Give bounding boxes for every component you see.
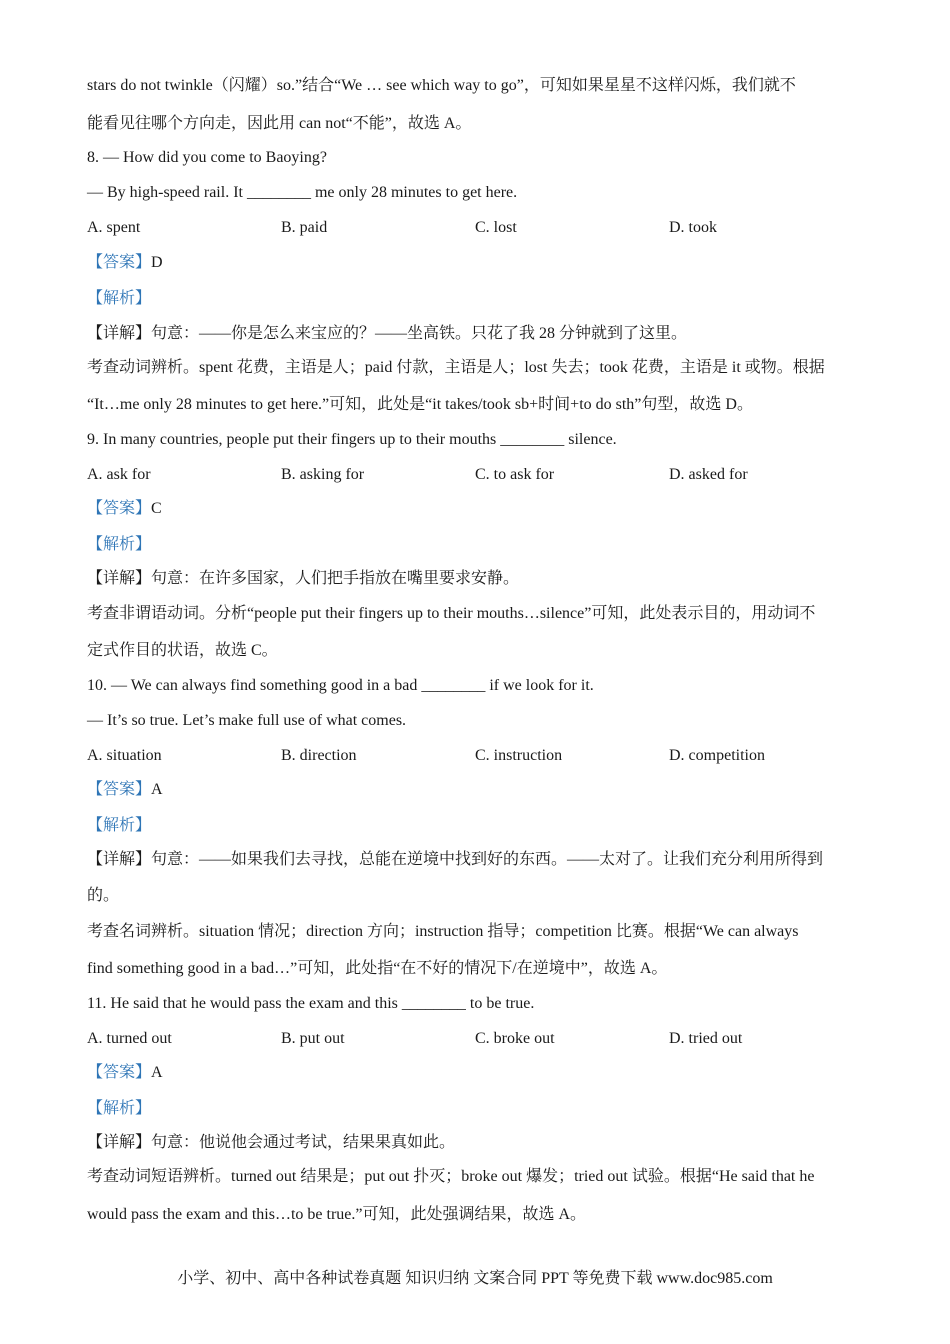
option-a: A. ask for xyxy=(87,466,151,483)
analysis-tag: 【解析】 xyxy=(87,290,152,307)
option-a: A. spent xyxy=(87,219,141,236)
question-11-explanation-2: would pass the exam and this…to be true.”可知，此处强调结果，故选 A。 xyxy=(87,1206,587,1223)
question-8-detail xyxy=(87,324,867,344)
detail-text: 句意：他说他会通过考试，结果果真如此。 xyxy=(151,1134,456,1151)
question-10-explanation-1: 考查名词辨析。situation 情况；direction 方向；instruction 指导；competition 比赛。根据“We can always xyxy=(87,923,799,940)
option-c: C. broke out xyxy=(475,1030,555,1047)
answer-value: D xyxy=(151,254,163,271)
option-b: B. put out xyxy=(281,1030,345,1047)
question-11-explanation-1: 考查动词短语辨析。turned out 结果是；put out 扑灭；broke out 爆发；tried out 试验。根据“He said that he xyxy=(87,1168,815,1185)
option-b: B. direction xyxy=(281,747,357,764)
analysis-tag: 【解析】 xyxy=(87,536,152,553)
question-9-analysis xyxy=(87,535,867,555)
question-11-stem: 11. He said that he would pass the exam and this ________ to be true. xyxy=(87,995,535,1012)
option-d: D. asked for xyxy=(669,466,748,483)
question-8-options xyxy=(87,218,867,238)
question-8-reply: — By high-speed rail. It ________ me only 28 minutes to get here. xyxy=(87,184,518,201)
answer-tag: 【答案】 xyxy=(87,254,152,271)
page-footer: 小学、初中、高中各种试卷真题 知识归纳 文案合同 PPT 等免费下载 www.doc985.com xyxy=(177,1270,773,1287)
option-b: B. paid xyxy=(281,219,328,236)
option-d: D. took xyxy=(669,219,717,236)
option-c: C. to ask for xyxy=(475,466,555,483)
answer-value: A xyxy=(151,781,163,798)
option-a: A. turned out xyxy=(87,1030,172,1047)
question-8-explanation-2: “It…me only 28 minutes to get here.”可知，此处是“it takes/took sb+时间+to do sth”句型，故选 D。 xyxy=(87,396,753,413)
detail-tag: 【详解】 xyxy=(87,1134,152,1151)
detail-tag: 【详解】 xyxy=(87,325,152,342)
answer-tag: 【答案】 xyxy=(87,500,152,517)
question-9-answer xyxy=(87,499,867,519)
text-line: stars do not twinkle（闪耀）so.”结合“We … see which way to go”，可知如果星星不这样闪烁，我们就不 xyxy=(87,77,796,94)
detail-tag: 【详解】 xyxy=(87,851,152,868)
question-9-detail xyxy=(87,569,867,589)
question-8-analysis xyxy=(87,289,867,309)
question-10-answer xyxy=(87,780,867,800)
answer-tag: 【答案】 xyxy=(87,1064,152,1081)
question-10-detail xyxy=(87,850,867,870)
option-b: B. asking for xyxy=(281,466,365,483)
question-8-answer xyxy=(87,253,867,273)
option-c: C. instruction xyxy=(475,747,563,764)
question-11-analysis xyxy=(87,1099,867,1119)
question-10-explanation-2: find something good in a bad…”可知，此处指“在不好的情况下/在逆境中”，故选 A。 xyxy=(87,960,668,977)
detail-text: 句意：在许多国家，人们把手指放在嘴里要求安静。 xyxy=(151,570,520,587)
question-9-explanation-2: 定式作目的状语，故选 C。 xyxy=(87,642,278,659)
answer-tag: 【答案】 xyxy=(87,781,152,798)
option-d: D. tried out xyxy=(669,1030,743,1047)
question-10-detail-cont: 的。 xyxy=(87,887,120,904)
option-d: D. competition xyxy=(669,747,765,764)
option-a: A. situation xyxy=(87,747,162,764)
question-11-detail xyxy=(87,1133,867,1153)
detail-text: 句意：——如果我们去寻找，总能在逆境中找到好的东西。——太对了。让我们充分利用所得到 xyxy=(151,851,824,868)
question-10-reply: — It’s so true. Let’s make full use of what comes. xyxy=(87,712,407,729)
question-10-stem: 10. — We can always find something good in a bad ________ if we look for it. xyxy=(87,677,594,694)
text-line: 能看见往哪个方向走，因此用 can not“不能”，故选 A。 xyxy=(87,115,472,132)
answer-value: A xyxy=(151,1064,163,1081)
question-10-analysis xyxy=(87,816,867,836)
answer-value: C xyxy=(151,500,162,517)
question-11-options xyxy=(87,1029,867,1049)
detail-tag: 【详解】 xyxy=(87,570,152,587)
question-8-stem: 8. — How did you come to Baoying? xyxy=(87,149,327,166)
analysis-tag: 【解析】 xyxy=(87,1100,152,1117)
detail-text: 句意：——你是怎么来宝应的？——坐高铁。只花了我 28 分钟就到了这里。 xyxy=(151,325,688,342)
question-11-answer xyxy=(87,1063,867,1083)
question-8-explanation-1: 考查动词辨析。spent 花费，主语是人；paid 付款，主语是人；lost 失去；took 花费，主语是 it 或物。根据 xyxy=(87,359,825,376)
analysis-tag: 【解析】 xyxy=(87,817,152,834)
question-9-explanation-1: 考查非谓语动词。分析“people put their fingers up to their mouths…silence”可知，此处表示目的，用动词不 xyxy=(87,605,816,622)
option-c: C. lost xyxy=(475,219,517,236)
question-10-options xyxy=(87,746,867,766)
question-9-stem: 9. In many countries, people put their fingers up to their mouths ________ silence. xyxy=(87,431,617,448)
question-9-options xyxy=(87,465,867,485)
